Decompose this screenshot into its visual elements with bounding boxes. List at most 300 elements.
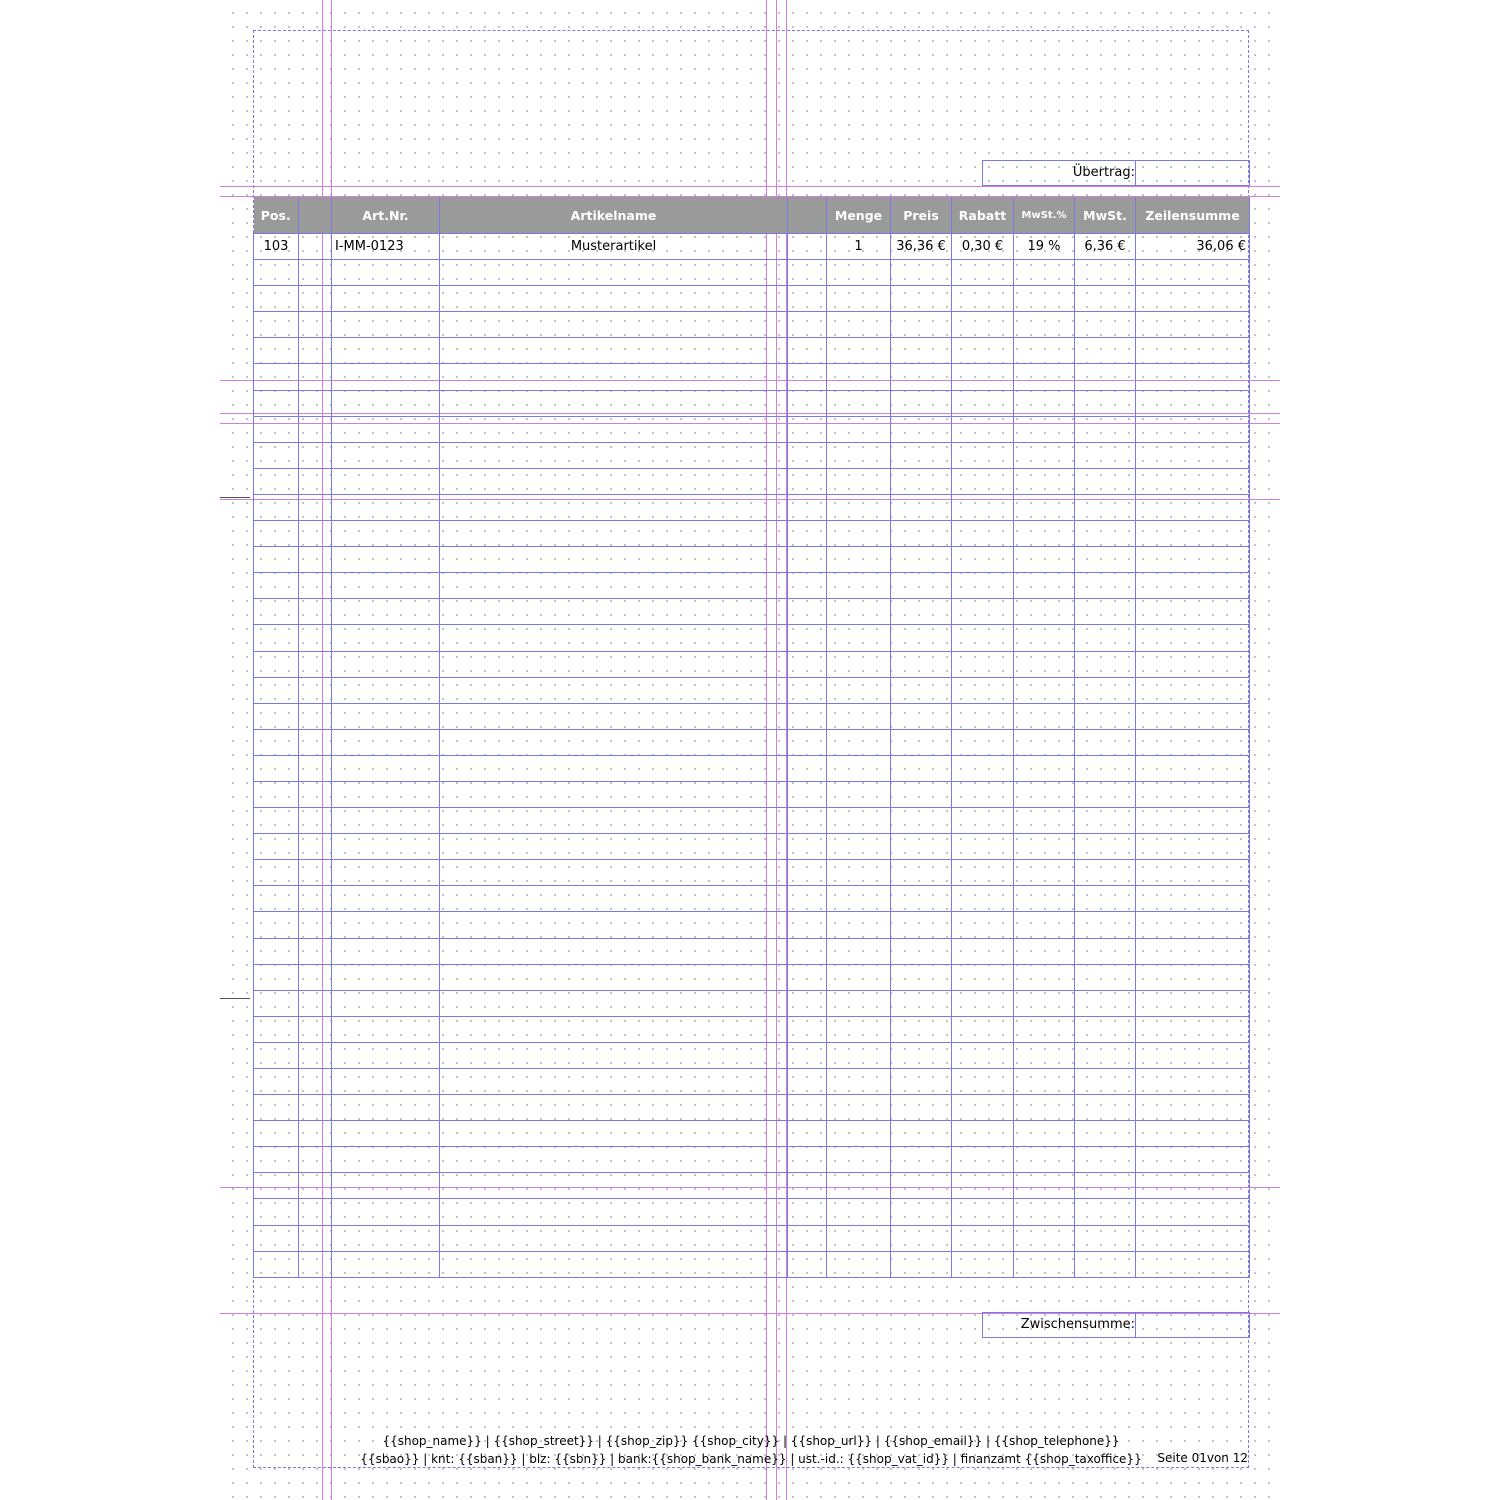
table-cell[interactable] <box>332 1042 440 1068</box>
table-cell[interactable] <box>827 808 891 834</box>
table-cell[interactable] <box>891 886 952 912</box>
table-cell[interactable] <box>332 573 440 599</box>
table-cell[interactable] <box>891 260 952 286</box>
table-cell[interactable] <box>440 808 788 834</box>
table-cell[interactable] <box>952 364 1014 390</box>
table-cell[interactable] <box>1014 729 1075 755</box>
table-cell[interactable] <box>891 1121 952 1147</box>
table-cell[interactable] <box>891 964 952 990</box>
table-cell[interactable] <box>891 286 952 312</box>
table-cell[interactable] <box>440 1095 788 1121</box>
table-cell[interactable] <box>1136 1069 1250 1095</box>
table-cell[interactable] <box>332 468 440 494</box>
table-cell[interactable] <box>891 1199 952 1225</box>
table-cell[interactable] <box>332 834 440 860</box>
table-cell[interactable] <box>952 990 1014 1016</box>
table-cell[interactable] <box>827 416 891 442</box>
table-cell[interactable] <box>1136 938 1250 964</box>
table-cell[interactable] <box>332 729 440 755</box>
table-cell[interactable] <box>1136 1095 1250 1121</box>
table-cell[interactable] <box>332 494 440 520</box>
cell-quantity[interactable]: 1 <box>827 234 891 260</box>
table-cell[interactable] <box>891 1225 952 1251</box>
table-cell[interactable] <box>952 338 1014 364</box>
table-cell[interactable] <box>891 1069 952 1095</box>
table-cell[interactable] <box>1136 1251 1250 1277</box>
table-cell[interactable] <box>1075 1173 1136 1199</box>
table-cell[interactable] <box>1075 1251 1136 1277</box>
table-cell[interactable] <box>891 860 952 886</box>
table-cell[interactable] <box>827 729 891 755</box>
table-cell[interactable] <box>891 912 952 938</box>
table-cell[interactable] <box>952 468 1014 494</box>
table-cell[interactable] <box>1014 442 1075 468</box>
table-cell[interactable] <box>1136 1147 1250 1173</box>
table-cell[interactable] <box>254 625 299 651</box>
table-cell[interactable] <box>827 1069 891 1095</box>
table-cell[interactable] <box>332 912 440 938</box>
table-cell[interactable] <box>1075 312 1136 338</box>
table-cell[interactable] <box>952 260 1014 286</box>
table-cell[interactable] <box>891 364 952 390</box>
table-cell[interactable] <box>952 808 1014 834</box>
table-cell[interactable] <box>254 1251 299 1277</box>
cell-price[interactable]: 36,36 € <box>891 234 952 260</box>
table-cell[interactable] <box>952 416 1014 442</box>
table-cell[interactable] <box>254 651 299 677</box>
table-cell[interactable] <box>254 312 299 338</box>
table-cell[interactable] <box>254 286 299 312</box>
table-cell[interactable] <box>1136 390 1250 416</box>
cell-vat-percent[interactable]: 19 % <box>1014 234 1075 260</box>
table-cell[interactable] <box>1136 260 1250 286</box>
table-cell[interactable] <box>1014 990 1075 1016</box>
table-cell[interactable] <box>952 547 1014 573</box>
table-cell[interactable] <box>332 390 440 416</box>
table-cell[interactable] <box>440 1042 788 1068</box>
table-cell[interactable] <box>440 260 788 286</box>
table-cell[interactable] <box>827 677 891 703</box>
table-cell[interactable] <box>1075 1199 1136 1225</box>
table-cell[interactable] <box>1136 1225 1250 1251</box>
table-cell[interactable] <box>1075 834 1136 860</box>
table-cell[interactable] <box>1136 1199 1250 1225</box>
table-cell[interactable] <box>1014 1251 1075 1277</box>
table-cell[interactable] <box>891 1251 952 1277</box>
table-cell[interactable] <box>254 338 299 364</box>
table-cell[interactable] <box>1014 1016 1075 1042</box>
table-cell[interactable] <box>440 1199 788 1225</box>
table-cell[interactable] <box>332 1095 440 1121</box>
table-cell[interactable] <box>1014 651 1075 677</box>
table-cell[interactable] <box>1075 912 1136 938</box>
table-cell[interactable] <box>332 990 440 1016</box>
table-cell[interactable] <box>1014 1042 1075 1068</box>
table-cell[interactable] <box>891 390 952 416</box>
table-cell[interactable] <box>254 1199 299 1225</box>
table-cell[interactable] <box>254 834 299 860</box>
table-cell[interactable] <box>1075 755 1136 781</box>
table-cell[interactable] <box>827 1225 891 1251</box>
cell-article-name[interactable]: Musterartikel <box>440 234 788 260</box>
table-cell[interactable] <box>952 390 1014 416</box>
cell-discount[interactable]: 0,30 € <box>952 234 1014 260</box>
table-cell[interactable] <box>1014 755 1075 781</box>
table-cell[interactable] <box>332 808 440 834</box>
table-cell[interactable] <box>891 651 952 677</box>
table-cell[interactable] <box>827 573 891 599</box>
table-cell[interactable] <box>1136 573 1250 599</box>
table-cell[interactable] <box>1075 703 1136 729</box>
table-cell[interactable] <box>1014 1173 1075 1199</box>
table-cell[interactable] <box>952 651 1014 677</box>
table-cell[interactable] <box>254 1147 299 1173</box>
table-cell[interactable] <box>254 886 299 912</box>
table-cell[interactable] <box>952 703 1014 729</box>
table-cell[interactable] <box>332 938 440 964</box>
table-cell[interactable] <box>1136 1173 1250 1199</box>
table-cell[interactable] <box>1075 860 1136 886</box>
table-cell[interactable] <box>440 990 788 1016</box>
table-cell[interactable] <box>1014 1069 1075 1095</box>
table-cell[interactable] <box>440 521 788 547</box>
table-cell[interactable] <box>952 755 1014 781</box>
table-cell[interactable] <box>332 755 440 781</box>
cell-art-nr[interactable]: I-MM-0123 <box>332 234 440 260</box>
table-cell[interactable] <box>332 1069 440 1095</box>
table-cell[interactable] <box>1136 338 1250 364</box>
table-cell[interactable] <box>1075 886 1136 912</box>
table-cell[interactable] <box>827 468 891 494</box>
table-cell[interactable] <box>332 260 440 286</box>
table-cell[interactable] <box>1136 781 1250 807</box>
table-cell[interactable] <box>254 547 299 573</box>
table-cell[interactable] <box>827 312 891 338</box>
table-cell[interactable] <box>332 677 440 703</box>
table-cell[interactable] <box>827 755 891 781</box>
table-cell[interactable] <box>254 1042 299 1068</box>
table-cell[interactable] <box>332 1173 440 1199</box>
table-cell[interactable] <box>827 599 891 625</box>
table-cell[interactable] <box>254 1121 299 1147</box>
table-cell[interactable] <box>254 1173 299 1199</box>
table-cell[interactable] <box>952 625 1014 651</box>
table-cell[interactable] <box>1075 494 1136 520</box>
table-cell[interactable] <box>440 390 788 416</box>
table-cell[interactable] <box>332 599 440 625</box>
table-cell[interactable] <box>440 677 788 703</box>
table-cell[interactable] <box>1014 338 1075 364</box>
table-cell[interactable] <box>891 755 952 781</box>
table-cell[interactable] <box>891 781 952 807</box>
table-cell[interactable] <box>332 312 440 338</box>
table-cell[interactable] <box>1136 442 1250 468</box>
table-cell[interactable] <box>254 677 299 703</box>
table-cell[interactable] <box>1075 390 1136 416</box>
table-cell[interactable] <box>332 651 440 677</box>
table-cell[interactable] <box>891 338 952 364</box>
table-cell[interactable] <box>332 625 440 651</box>
table-cell[interactable] <box>332 886 440 912</box>
table-cell[interactable] <box>1014 808 1075 834</box>
table-cell[interactable] <box>1075 1095 1136 1121</box>
table-cell[interactable] <box>891 573 952 599</box>
table-cell[interactable] <box>1014 1199 1075 1225</box>
table-cell[interactable] <box>254 364 299 390</box>
table-cell[interactable] <box>1014 964 1075 990</box>
table-cell[interactable] <box>1136 990 1250 1016</box>
table-cell[interactable] <box>827 390 891 416</box>
table-cell[interactable] <box>1075 1121 1136 1147</box>
table-cell[interactable] <box>1136 808 1250 834</box>
table-cell[interactable] <box>952 599 1014 625</box>
table-cell[interactable] <box>1136 521 1250 547</box>
table-cell[interactable] <box>440 599 788 625</box>
table-cell[interactable] <box>827 625 891 651</box>
table-cell[interactable] <box>1136 1016 1250 1042</box>
table-cell[interactable] <box>827 651 891 677</box>
table-cell[interactable] <box>1014 860 1075 886</box>
table-cell[interactable] <box>1136 547 1250 573</box>
table-cell[interactable] <box>891 1147 952 1173</box>
table-cell[interactable] <box>1075 625 1136 651</box>
table-cell[interactable] <box>1014 547 1075 573</box>
table-cell[interactable] <box>827 286 891 312</box>
table-cell[interactable] <box>827 1095 891 1121</box>
table-cell[interactable] <box>952 964 1014 990</box>
table-cell[interactable] <box>1075 338 1136 364</box>
table-cell[interactable] <box>1075 547 1136 573</box>
table-cell[interactable] <box>440 364 788 390</box>
table-cell[interactable] <box>952 781 1014 807</box>
table-cell[interactable] <box>440 547 788 573</box>
table-cell[interactable] <box>1136 625 1250 651</box>
table-cell[interactable] <box>891 547 952 573</box>
table-cell[interactable] <box>1014 781 1075 807</box>
table-cell[interactable] <box>827 260 891 286</box>
table-cell[interactable] <box>827 547 891 573</box>
table-cell[interactable] <box>1075 1147 1136 1173</box>
table-cell[interactable] <box>1075 573 1136 599</box>
table-cell[interactable] <box>254 1069 299 1095</box>
table-cell[interactable] <box>891 625 952 651</box>
table-cell[interactable] <box>1075 990 1136 1016</box>
table-cell[interactable] <box>1075 1069 1136 1095</box>
table-cell[interactable] <box>1075 260 1136 286</box>
table-cell[interactable] <box>1075 468 1136 494</box>
table-cell[interactable] <box>254 912 299 938</box>
table-cell[interactable] <box>1014 286 1075 312</box>
table-cell[interactable] <box>254 1016 299 1042</box>
table-cell[interactable] <box>440 964 788 990</box>
table-cell[interactable] <box>952 494 1014 520</box>
table-cell[interactable] <box>891 729 952 755</box>
table-cell[interactable] <box>1075 286 1136 312</box>
table-cell[interactable] <box>332 1121 440 1147</box>
table-cell[interactable] <box>1014 521 1075 547</box>
table-cell[interactable] <box>1136 964 1250 990</box>
table-cell[interactable] <box>952 834 1014 860</box>
table-cell[interactable] <box>1136 677 1250 703</box>
table-cell[interactable] <box>440 338 788 364</box>
table-cell[interactable] <box>1014 494 1075 520</box>
table-cell[interactable] <box>254 442 299 468</box>
table-cell[interactable] <box>891 494 952 520</box>
table-cell[interactable] <box>1014 364 1075 390</box>
table-cell[interactable] <box>1136 912 1250 938</box>
table-cell[interactable] <box>1014 1095 1075 1121</box>
table-cell[interactable] <box>440 781 788 807</box>
table-cell[interactable] <box>891 938 952 964</box>
table-cell[interactable] <box>891 1042 952 1068</box>
table-cell[interactable] <box>332 416 440 442</box>
table-cell[interactable] <box>1014 938 1075 964</box>
table-cell[interactable] <box>440 494 788 520</box>
table-cell[interactable] <box>254 416 299 442</box>
table-cell[interactable] <box>254 729 299 755</box>
table-cell[interactable] <box>952 286 1014 312</box>
table-cell[interactable] <box>952 1199 1014 1225</box>
table-cell[interactable] <box>952 573 1014 599</box>
table-cell[interactable] <box>891 677 952 703</box>
table-cell[interactable] <box>440 729 788 755</box>
table-cell[interactable] <box>332 781 440 807</box>
table-cell[interactable] <box>440 886 788 912</box>
table-cell[interactable] <box>1014 912 1075 938</box>
table-cell[interactable] <box>1014 677 1075 703</box>
table-cell[interactable] <box>891 1173 952 1199</box>
table-cell[interactable] <box>1136 1121 1250 1147</box>
table-cell[interactable] <box>254 599 299 625</box>
cell-line-total[interactable]: 36,06 € <box>1136 234 1250 260</box>
table-cell[interactable] <box>827 912 891 938</box>
table-cell[interactable] <box>1075 677 1136 703</box>
table-cell[interactable] <box>440 468 788 494</box>
table-cell[interactable] <box>891 703 952 729</box>
table-cell[interactable] <box>827 364 891 390</box>
table-cell[interactable] <box>254 938 299 964</box>
table-cell[interactable] <box>332 1251 440 1277</box>
table-cell[interactable] <box>440 416 788 442</box>
table-cell[interactable] <box>952 938 1014 964</box>
table-cell[interactable] <box>827 1147 891 1173</box>
table-cell[interactable] <box>1014 260 1075 286</box>
table-cell[interactable] <box>952 886 1014 912</box>
table-cell[interactable] <box>952 1042 1014 1068</box>
table-cell[interactable] <box>952 860 1014 886</box>
table-cell[interactable] <box>1014 1121 1075 1147</box>
table-cell[interactable] <box>1136 755 1250 781</box>
table-cell[interactable] <box>1136 468 1250 494</box>
table-cell[interactable] <box>1014 599 1075 625</box>
table-cell[interactable] <box>254 703 299 729</box>
table-cell[interactable] <box>440 573 788 599</box>
table-cell[interactable] <box>827 442 891 468</box>
table-cell[interactable] <box>332 521 440 547</box>
table-cell[interactable] <box>952 1016 1014 1042</box>
table-cell[interactable] <box>827 1016 891 1042</box>
table-cell[interactable] <box>332 1016 440 1042</box>
table-cell[interactable] <box>952 1069 1014 1095</box>
table-cell[interactable] <box>952 1225 1014 1251</box>
table-cell[interactable] <box>254 1225 299 1251</box>
table-cell[interactable] <box>254 964 299 990</box>
table-cell[interactable] <box>332 860 440 886</box>
table-cell[interactable] <box>254 990 299 1016</box>
table-cell[interactable] <box>254 494 299 520</box>
table-cell[interactable] <box>827 494 891 520</box>
table-cell[interactable] <box>440 1173 788 1199</box>
table-cell[interactable] <box>1075 599 1136 625</box>
table-cell[interactable] <box>1014 834 1075 860</box>
table-cell[interactable] <box>891 312 952 338</box>
table-cell[interactable] <box>952 1173 1014 1199</box>
table-cell[interactable] <box>332 1199 440 1225</box>
table-cell[interactable] <box>891 599 952 625</box>
table-cell[interactable] <box>827 1251 891 1277</box>
table-cell[interactable] <box>1136 860 1250 886</box>
table-cell[interactable] <box>827 860 891 886</box>
table-cell[interactable] <box>332 1225 440 1251</box>
table-cell[interactable] <box>440 625 788 651</box>
table-cell[interactable] <box>827 1042 891 1068</box>
table-cell[interactable] <box>827 886 891 912</box>
table-cell[interactable] <box>827 338 891 364</box>
table-cell[interactable] <box>440 1225 788 1251</box>
table-cell[interactable] <box>1136 651 1250 677</box>
table-cell[interactable] <box>952 1251 1014 1277</box>
table-cell[interactable] <box>440 1251 788 1277</box>
table-cell[interactable] <box>1014 703 1075 729</box>
table-cell[interactable] <box>952 442 1014 468</box>
table-cell[interactable] <box>332 703 440 729</box>
table-cell[interactable] <box>1075 729 1136 755</box>
table-cell[interactable] <box>254 521 299 547</box>
table-cell[interactable] <box>332 286 440 312</box>
table-cell[interactable] <box>952 1147 1014 1173</box>
table-cell[interactable] <box>1136 416 1250 442</box>
table-cell[interactable] <box>891 1095 952 1121</box>
table-cell[interactable] <box>254 573 299 599</box>
table-cell[interactable] <box>254 808 299 834</box>
table-cell[interactable] <box>1014 1225 1075 1251</box>
table-cell[interactable] <box>1136 494 1250 520</box>
table-cell[interactable] <box>1136 886 1250 912</box>
table-cell[interactable] <box>1136 286 1250 312</box>
table-cell[interactable] <box>440 312 788 338</box>
table-cell[interactable] <box>827 703 891 729</box>
table-cell[interactable] <box>440 651 788 677</box>
table-cell[interactable] <box>254 781 299 807</box>
table-cell[interactable] <box>1075 416 1136 442</box>
table-cell[interactable] <box>254 860 299 886</box>
subtotal-value[interactable] <box>1135 1313 1249 1337</box>
table-cell[interactable] <box>827 781 891 807</box>
table-cell[interactable] <box>952 1095 1014 1121</box>
table-cell[interactable] <box>440 912 788 938</box>
table-cell[interactable] <box>891 468 952 494</box>
table-cell[interactable] <box>332 364 440 390</box>
table-cell[interactable] <box>1014 390 1075 416</box>
table-cell[interactable] <box>332 442 440 468</box>
table-cell[interactable] <box>827 990 891 1016</box>
table-cell[interactable] <box>827 964 891 990</box>
table-cell[interactable] <box>1014 468 1075 494</box>
table-cell[interactable] <box>1014 625 1075 651</box>
table-cell[interactable] <box>440 860 788 886</box>
table-cell[interactable] <box>1136 834 1250 860</box>
table-cell[interactable] <box>440 1147 788 1173</box>
